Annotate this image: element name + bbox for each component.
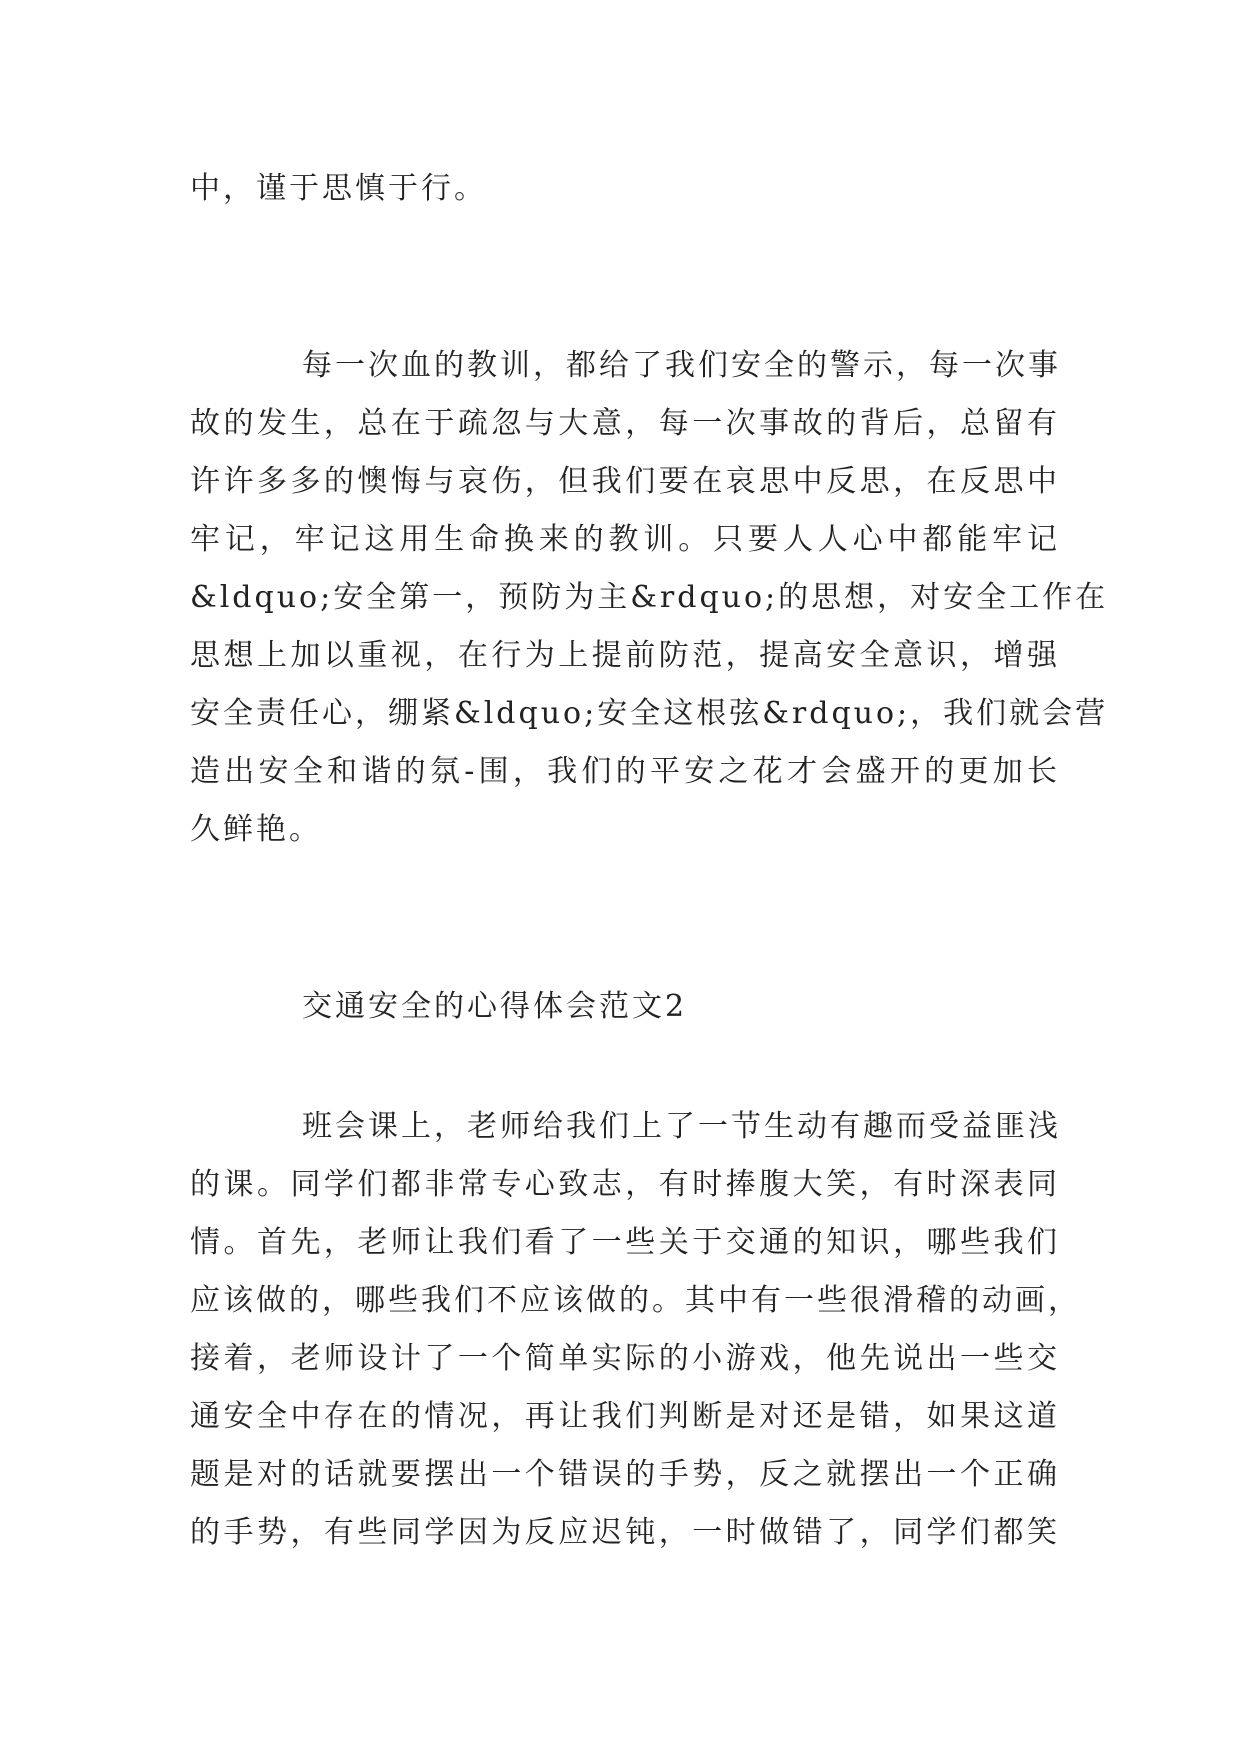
paragraph-class-meeting <box>190 1098 1081 1562</box>
text-line: 故的发生，总在于疏忽与大意，每一次事故的背后，总留有 <box>190 406 1060 441</box>
text-line: 久鲜艳。 <box>190 812 322 847</box>
paragraph-continuation <box>190 160 1060 218</box>
text-line: 造出安全和谐的氛-围，我们的平安之花才会盛开的更加长 <box>190 754 1060 789</box>
text-line: 中，谨于思慎于行。 <box>190 171 487 206</box>
text-line: 班会课上，老师给我们上了一节生动有趣而受益匪浅 <box>302 1109 1061 1144</box>
text-line: &ldquo;安全第一，预防为主&rdquo;的思想，对安全工作在 <box>190 580 1109 615</box>
paragraph-safety-lessons <box>190 337 1109 859</box>
text-line: 的课。同学们都非常专心致志，有时捧腹大笑，有时深表同 <box>190 1167 1060 1202</box>
text-line: 每一次血的教训，都给了我们安全的警示，每一次事 <box>302 348 1061 383</box>
text-line: 通安全中存在的情况，再让我们判断是对还是错，如果这道 <box>190 1399 1060 1434</box>
text-line: 接着，老师设计了一个简单实际的小游戏，他先说出一些交 <box>190 1341 1060 1376</box>
text-line: 应该做的，哪些我们不应该做的。其中有一些很滑稽的动画， <box>190 1283 1081 1318</box>
text-line: 安全责任心，绷紧&ldquo;安全这根弦&rdquo;，我们就会营 <box>190 696 1109 731</box>
text-line: 许许多多的懊悔与哀伤，但我们要在哀思中反思，在反思中 <box>190 464 1060 499</box>
text-line: 情。首先，老师让我们看了一些关于交通的知识，哪些我们 <box>190 1225 1060 1260</box>
section-title-block <box>190 978 1060 1036</box>
text-line: 的手势，有些同学因为反应迟钝，一时做错了，同学们都笑 <box>190 1515 1060 1550</box>
text-line: 牢记，牢记这用生命换来的教训。只要人人心中都能牢记 <box>190 522 1060 557</box>
text-line: 题是对的话就要摆出一个错误的手势，反之就摆出一个正确 <box>190 1457 1060 1492</box>
section-title: 交通安全的心得体会范文2 <box>302 989 688 1024</box>
text-line: 思想上加以重视，在行为上提前防范，提高安全意识，增强 <box>190 638 1060 673</box>
